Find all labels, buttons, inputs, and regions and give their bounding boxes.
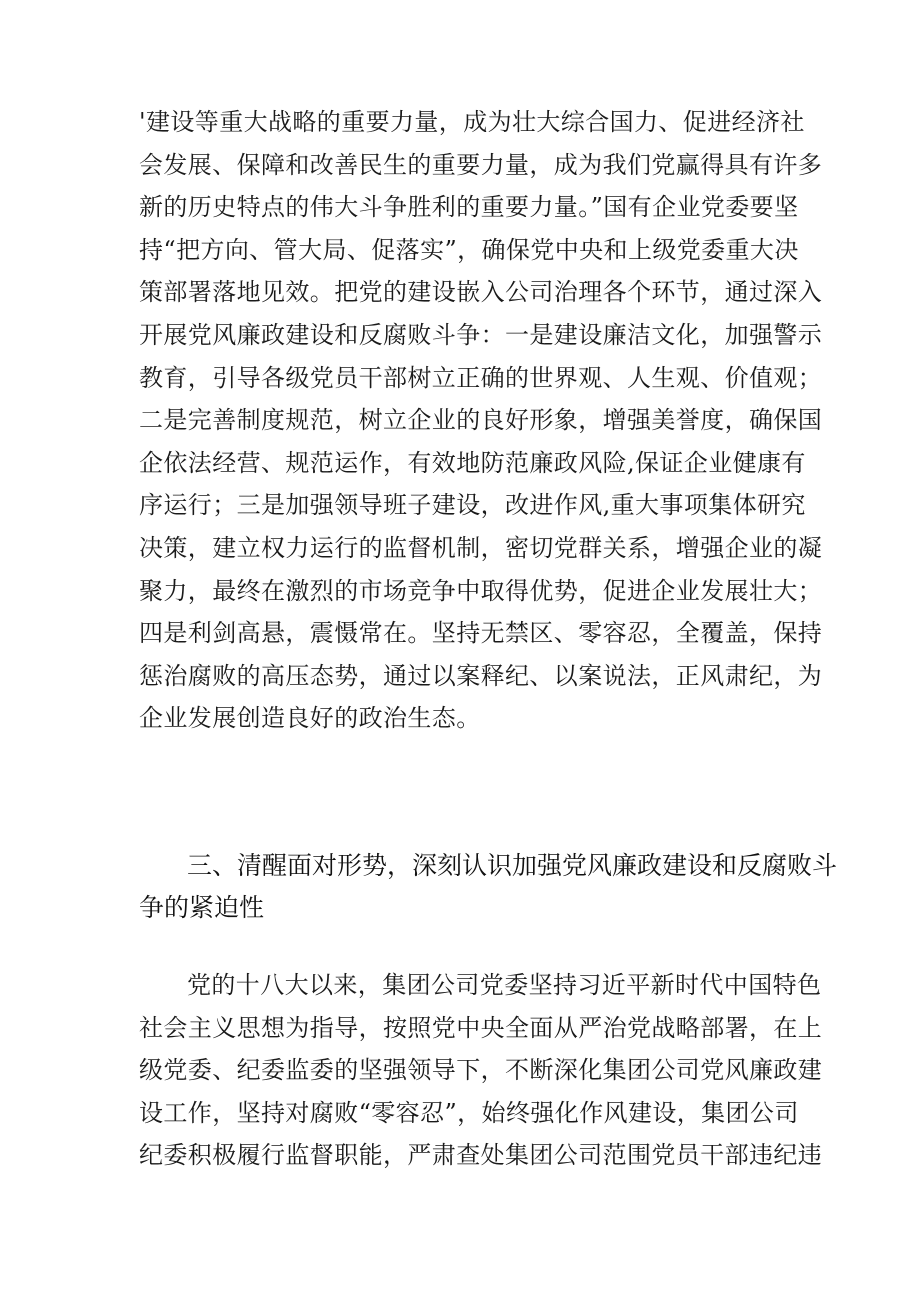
- text-line: 教育，引导各级党员干部树立正确的世界观、人生观、价值观；: [139, 363, 823, 392]
- heading-line: 争的紧迫性: [139, 893, 265, 922]
- text-line: 聚力，最终在激烈的市场竞争中取得优势，促进企业发展壮大；: [139, 576, 823, 605]
- paragraph-2: [139, 964, 823, 1177]
- text-line: 社会主义思想为指导，按照党中央全面从严治党战略部署，在上: [139, 1013, 823, 1042]
- text-line: 党的十八大以来，集团公司党委坚持习近平新时代中国特色: [187, 971, 822, 999]
- text-line: 企业发展创造良好的政治生态。: [139, 704, 481, 733]
- text-line: 四是利剑高悬，震慑常在。坚持无禁区、零容忍，全覆盖，保持: [139, 619, 823, 648]
- text-line: 级党委、纪委监委的坚强领导下，不断深化集团公司党风廉政建: [139, 1056, 823, 1085]
- text-line: 企依法经营、规范运作，有效地防范廉政风险,保证企业健康有: [139, 448, 806, 477]
- text-line: 会发展、保障和改善民生的重要力量，成为我们党赢得具有许多: [139, 150, 823, 179]
- text-line: 新的历史特点的伟大斗争胜利的重要力量。”国有企业党委要坚: [139, 193, 799, 222]
- paragraph-1: [139, 101, 823, 740]
- text-line: 开展党风廉政建设和反腐败斗争：一是建设廉洁文化，加强警示: [139, 320, 823, 349]
- text-line: 设工作，坚持对腐败“零容忍”，始终强化作风建设，集团公司: [139, 1098, 799, 1127]
- text-line: '建设等重大战略的重要力量，成为壮大综合国力、促进经济社: [139, 108, 805, 136]
- text-line: 决策，建立权力运行的监督机制，密切党群关系，增强企业的凝: [139, 533, 823, 562]
- text-line: 策部署落地见效。把党的建设嵌入公司治理各个环节，通过深入: [139, 278, 823, 307]
- text-line: 纪委积极履行监督职能，严肃查处集团公司范围党员干部违纪违: [139, 1141, 823, 1170]
- heading-line: 三、清醒面对形势，深刻认识加强党风廉政建设和反腐败斗: [187, 851, 838, 880]
- text-line: 惩治腐败的高压态势，通过以案释纪、以案说法，正风肃纪，为: [139, 661, 823, 690]
- text-line: 持“把方向、管大局、促落实”，确保党中央和上级党委重大决: [139, 235, 799, 264]
- text-line: 序运行；三是加强领导班子建设，改进作风,重大事项集体研究: [139, 491, 806, 520]
- text-line: 二是完善制度规范，树立企业的良好形象，增强美誉度，确保国: [139, 406, 823, 435]
- section-heading: [139, 845, 838, 929]
